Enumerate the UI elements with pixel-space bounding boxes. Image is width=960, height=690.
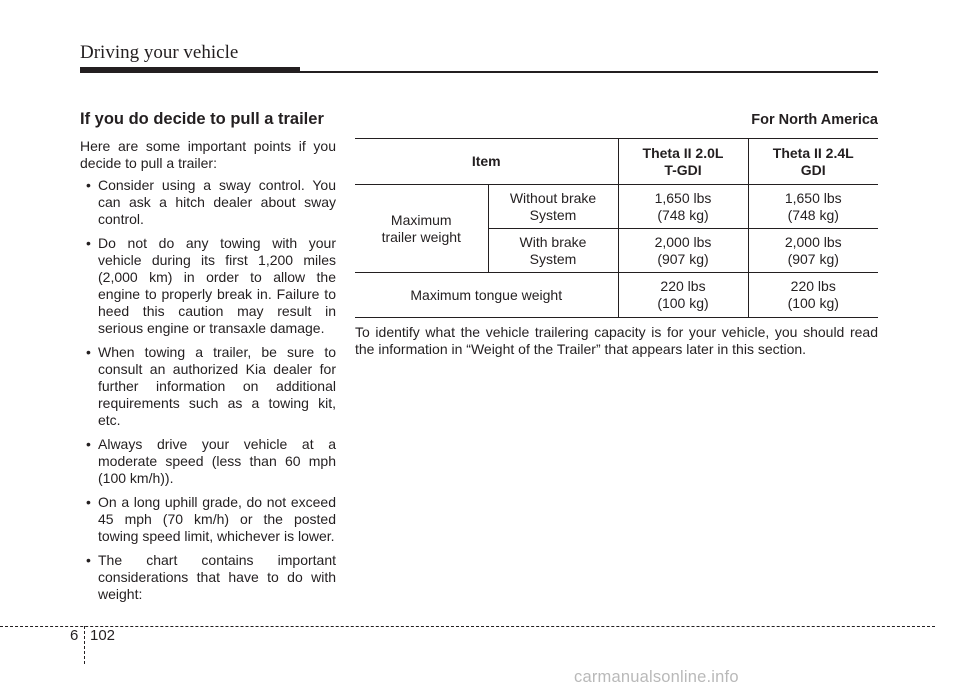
without-brake-label: Without brake System [488, 185, 618, 229]
header-theta-2-4: Theta II 2.4L GDI [772, 144, 854, 178]
bullet-text: On a long uphill grade, do not exceed 45 mph (70 km/h) or the posted towing speed limit, whichever is lower. [98, 494, 336, 544]
bullet-text: Consider using a sway control. You can ask a hitch dealer about sway control. [98, 177, 336, 227]
bullet-icon: • [86, 436, 91, 452]
list-item [80, 494, 336, 545]
with-brake-label: With brake System [488, 229, 618, 273]
trailer-weight-table [355, 138, 878, 318]
bullet-text: The chart contains important considerations that have to do with weight: [98, 552, 336, 602]
page-number: 102 [90, 627, 116, 644]
bullet-icon: • [86, 552, 91, 568]
intro-paragraph: Here are some important points if you decide to pull a trailer: [80, 138, 336, 171]
list-item [80, 436, 336, 487]
chapter-number: 6 [70, 627, 79, 644]
bullet-text: Do not do any towing with your vehicle during its first 1,200 miles (2,000 km) in order to allow the engine to properly break in. Failure to heed this caution may result in serious engine or transaxle damage. [98, 235, 336, 336]
bullet-icon: • [86, 177, 91, 193]
bullet-icon: • [86, 494, 91, 510]
left-column [80, 138, 336, 610]
bullet-text: When towing a trailer, be sure to consult an authorized Kia dealer for further information on additional requirements such as a towing kit, etc. [98, 344, 336, 428]
without-brake-theta-2-4: 1,650 lbs (748 kg) [748, 185, 878, 229]
max-trailer-weight-label: Maximum trailer weight [355, 185, 488, 273]
bullet-text: Always drive your vehicle at a moderate speed (less than 60 mph (100 km/h)). [98, 436, 336, 486]
table-row [355, 185, 878, 229]
table-row [355, 273, 878, 318]
list-item [80, 177, 336, 228]
watermark: carmanualsonline.info [574, 668, 739, 686]
tongue-weight-theta-2-0: 220 lbs (100 kg) [618, 273, 748, 318]
bullet-icon: • [86, 235, 91, 251]
header-title: Driving your vehicle [80, 42, 239, 63]
bullet-icon: • [86, 344, 91, 360]
bullet-list [80, 177, 336, 603]
tongue-weight-label: Maximum tongue weight [355, 273, 618, 318]
section-heading: If you do decide to pull a trailer [80, 110, 324, 128]
footer-divider [0, 626, 935, 627]
table-header-row [355, 139, 878, 185]
list-item [80, 235, 336, 337]
region-label: For North America [751, 112, 878, 128]
without-brake-theta-2-0: 1,650 lbs (748 kg) [618, 185, 748, 229]
footer-vertical-divider [84, 626, 85, 664]
with-brake-theta-2-0: 2,000 lbs (907 kg) [618, 229, 748, 273]
capacity-note: To identify what the vehicle trailering capacity is for your vehicle, you should read the information in “Weight of the Trailer” that appears later in this section. [355, 324, 878, 357]
list-item [80, 552, 336, 603]
tongue-weight-theta-2-4: 220 lbs (100 kg) [748, 273, 878, 318]
list-item [80, 344, 336, 429]
header-bar [80, 67, 300, 73]
header-theta-2-0: Theta II 2.0L T-GDI [618, 139, 748, 185]
header-item: Item [355, 139, 618, 185]
with-brake-theta-2-4: 2,000 lbs (907 kg) [748, 229, 878, 273]
header-rule [300, 71, 878, 73]
